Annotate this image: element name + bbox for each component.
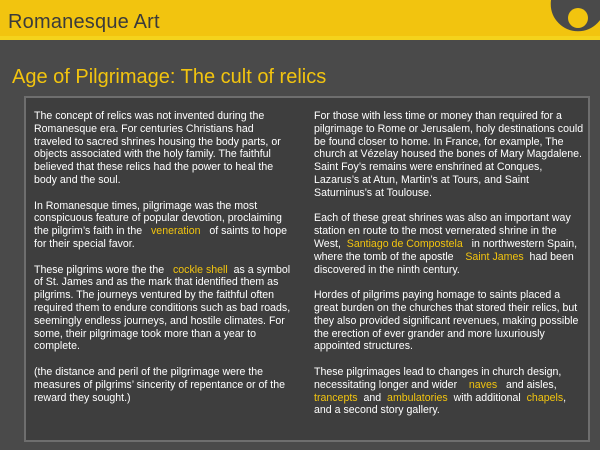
link-saint-james[interactable]: Saint James bbox=[465, 250, 524, 263]
content-panel bbox=[24, 96, 590, 442]
paragraph-text: In Romanesque times, pilgrimage was the most conspicuous feature of popular devotion, proclaiming the pilgrim’s faith in the bbox=[34, 199, 282, 238]
paragraph: The concept of relics was not invented during the Romanesque era. For centuries Christians had traveled to sacred shrines housing the body parts, or objects associated with the holy family. The faithful believed that these relics had the power to heal the body and the soul. bbox=[34, 110, 281, 186]
paragraph: (the distance and peril of the pilgrimage were the measures of pilgrims’ sincerity of repentance or of the reward they sought.) bbox=[34, 365, 286, 404]
header-divider bbox=[0, 36, 600, 40]
link-ambulatories[interactable]: ambulatories bbox=[387, 391, 448, 404]
paragraph bbox=[314, 366, 584, 417]
link-naves[interactable]: naves bbox=[468, 378, 498, 391]
paragraph-text: and aisles, bbox=[506, 378, 557, 391]
link-chapels[interactable]: chapels bbox=[526, 391, 564, 404]
paragraph-text: These pilgrims wore the the bbox=[34, 263, 165, 276]
paragraph-text: as a symbol of St. James and as the mark that identified them as pilgrims. The journeys ventured by the faithful often required them to endure conditions such as bad roads, seemingly endless journeys, and hostile climates. For some, their pilgrimage took more than a year to complete. bbox=[34, 263, 291, 353]
link-santiago-de-compostela[interactable]: Santiago de Compostela bbox=[346, 237, 463, 250]
paragraph: For those with less time or money than required for a pilgrimage to Rome or Jerusalem, holy destinations could be found closer to home. In France, for example, The church at Vézelay housed the bones of Mary Magdalene. Saint Foy’s remains were enshrined at Conques, Lazarus’s at Atun, Martin’s at Tours, and Saint Saturninus’s at Toulouse. bbox=[314, 110, 584, 199]
circle-segments-icon bbox=[520, 0, 600, 40]
header-bar bbox=[0, 0, 600, 40]
paragraph-text: with additional bbox=[453, 391, 521, 404]
paragraph-text: These pilgrimages lead to changes in church design, necessitating longer and wider bbox=[314, 365, 562, 391]
paragraph-text: and bbox=[363, 391, 382, 404]
paragraph-text: , and a second story gallery. bbox=[314, 391, 567, 417]
left-column bbox=[34, 110, 292, 417]
page-title: Age of Pilgrimage: The cult of relics bbox=[12, 66, 327, 88]
paragraph bbox=[34, 200, 292, 251]
link-veneration[interactable]: veneration bbox=[151, 225, 201, 238]
paragraph-text: in northwestern Spain, where the tomb of the apostle bbox=[314, 237, 578, 263]
paragraph-text: of saints to hope for their special favor. bbox=[34, 225, 288, 250]
link-trancepts[interactable]: trancepts bbox=[314, 391, 358, 404]
paragraph-text: Each of these great shrines was also an important way station en route to the most vernerated shrine in the West, bbox=[314, 212, 571, 250]
paragraph bbox=[314, 212, 584, 276]
right-column bbox=[314, 110, 584, 430]
paragraph bbox=[34, 264, 292, 354]
link-cockle-shell[interactable]: cockle shell bbox=[172, 263, 228, 276]
paragraph-text: had been discovered in the ninth century. bbox=[314, 250, 574, 276]
paragraph: Hordes of pilgrims paying homage to saints placed a great burden on the churches that stored their relics, but they also provided significant revenues, making possible the erection of ever grander and more luxuriously appointed structures. bbox=[314, 289, 579, 353]
app-title: Romanesque Art bbox=[8, 11, 160, 33]
